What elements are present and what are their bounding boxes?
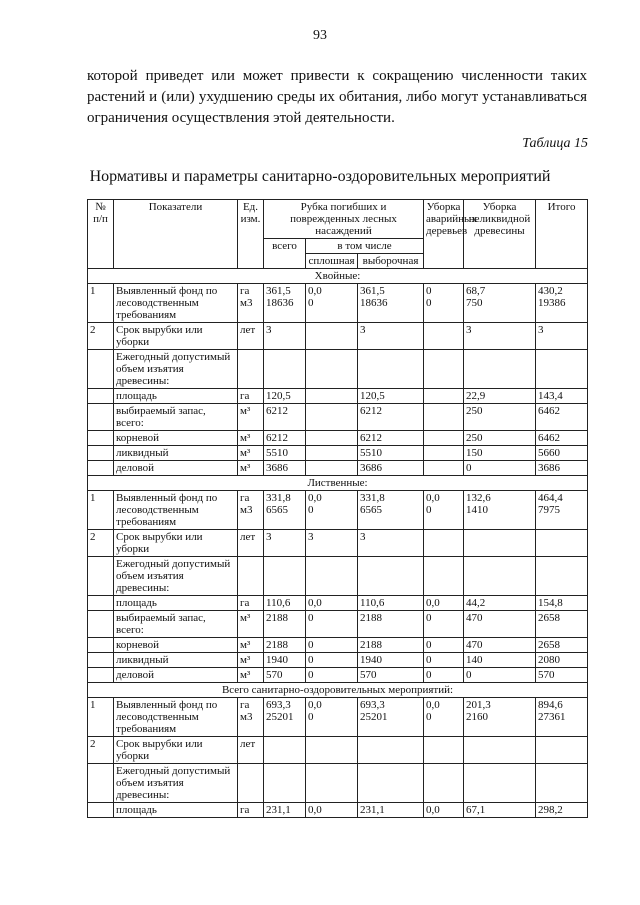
row-total bbox=[536, 557, 588, 596]
row-num: 2 bbox=[88, 530, 114, 557]
row-selective bbox=[358, 737, 424, 764]
row-emergency bbox=[424, 530, 464, 557]
row-indicator: Ежегодный допустимый объем изъятия древесины: bbox=[114, 557, 238, 596]
row-num bbox=[88, 803, 114, 818]
row-total: 430,2 19386 bbox=[536, 284, 588, 323]
row-total-felling: 2188 bbox=[264, 638, 306, 653]
row-indicator: выбираемый запас, всего: bbox=[114, 611, 238, 638]
row-selective: 110,6 bbox=[358, 596, 424, 611]
row-illiquid: 140 bbox=[464, 653, 536, 668]
row-unit: м³ bbox=[238, 446, 264, 461]
row-clear: 0,0 0 bbox=[306, 491, 358, 530]
table-number: Таблица 15 bbox=[522, 136, 588, 151]
section-header-row bbox=[88, 683, 588, 698]
row-emergency bbox=[424, 737, 464, 764]
row-total-felling: 2188 bbox=[264, 611, 306, 638]
row-illiquid bbox=[464, 530, 536, 557]
row-indicator: ликвидный bbox=[114, 653, 238, 668]
row-emergency: 0 bbox=[424, 611, 464, 638]
row-total-felling: 5510 bbox=[264, 446, 306, 461]
row-indicator: Выявленный фонд по лесоводственным требованиям bbox=[114, 491, 238, 530]
section-title: Хвойные: bbox=[88, 269, 588, 284]
row-num bbox=[88, 446, 114, 461]
row-clear: 3 bbox=[306, 530, 358, 557]
table-row bbox=[88, 404, 588, 431]
row-total-felling: 3 bbox=[264, 530, 306, 557]
row-total: 2080 bbox=[536, 653, 588, 668]
table-row bbox=[88, 461, 588, 476]
table-row bbox=[88, 350, 588, 389]
row-clear bbox=[306, 764, 358, 803]
row-total-felling: 120,5 bbox=[264, 389, 306, 404]
row-total-felling bbox=[264, 764, 306, 803]
row-illiquid bbox=[464, 737, 536, 764]
row-num: 1 bbox=[88, 284, 114, 323]
row-unit: м³ bbox=[238, 404, 264, 431]
table-row bbox=[88, 431, 588, 446]
row-selective: 1940 bbox=[358, 653, 424, 668]
row-indicator: Срок вырубки или уборки bbox=[114, 530, 238, 557]
row-clear bbox=[306, 404, 358, 431]
row-unit: лет bbox=[238, 323, 264, 350]
row-unit: м³ bbox=[238, 668, 264, 683]
table-row bbox=[88, 491, 588, 530]
table-title: Нормативы и параметры санитарно-оздоровительных мероприятий bbox=[89, 168, 551, 185]
row-emergency: 0 0 bbox=[424, 284, 464, 323]
row-selective: 3686 bbox=[358, 461, 424, 476]
table-row bbox=[88, 323, 588, 350]
row-total-felling bbox=[264, 557, 306, 596]
row-total: 894,6 27361 bbox=[536, 698, 588, 737]
row-num: 1 bbox=[88, 491, 114, 530]
row-total-felling: 693,3 25201 bbox=[264, 698, 306, 737]
row-indicator: Выявленный фонд по лесоводственным требованиям bbox=[114, 698, 238, 737]
row-clear bbox=[306, 389, 358, 404]
row-illiquid: 22,9 bbox=[464, 389, 536, 404]
row-num bbox=[88, 611, 114, 638]
table-body bbox=[88, 269, 588, 818]
header-unit: Ед. изм. bbox=[238, 200, 264, 269]
row-emergency bbox=[424, 461, 464, 476]
table-row bbox=[88, 446, 588, 461]
row-unit: га м3 bbox=[238, 491, 264, 530]
header-num: № п/п bbox=[88, 200, 114, 269]
table-row bbox=[88, 638, 588, 653]
row-illiquid: 150 bbox=[464, 446, 536, 461]
row-total: 2658 bbox=[536, 611, 588, 638]
row-total-felling: 231,1 bbox=[264, 803, 306, 818]
row-emergency bbox=[424, 323, 464, 350]
row-indicator: корневой bbox=[114, 431, 238, 446]
header-total: Итого bbox=[536, 200, 588, 269]
row-total-felling: 361,5 18636 bbox=[264, 284, 306, 323]
row-illiquid bbox=[464, 557, 536, 596]
row-total: 143,4 bbox=[536, 389, 588, 404]
header-clear: сплошная bbox=[306, 254, 358, 269]
row-selective: 2188 bbox=[358, 611, 424, 638]
section-title: Лиственные: bbox=[88, 476, 588, 491]
row-num bbox=[88, 557, 114, 596]
row-emergency: 0 bbox=[424, 638, 464, 653]
table-row bbox=[88, 803, 588, 818]
row-total-felling bbox=[264, 350, 306, 389]
row-selective: 231,1 bbox=[358, 803, 424, 818]
row-indicator: выбираемый запас, всего: bbox=[114, 404, 238, 431]
row-indicator: корневой bbox=[114, 638, 238, 653]
row-illiquid: 250 bbox=[464, 431, 536, 446]
row-unit: м³ bbox=[238, 611, 264, 638]
row-unit: га bbox=[238, 803, 264, 818]
row-indicator: площадь bbox=[114, 803, 238, 818]
row-selective: 570 bbox=[358, 668, 424, 683]
row-total bbox=[536, 530, 588, 557]
row-total-felling: 6212 bbox=[264, 404, 306, 431]
intro-text: которой приведет или может привести к сокращению численности таких растений и (или) ухудшению среды их обитания, либо могут устанавливаться ограничения осуществления этой деятельности. bbox=[87, 68, 587, 126]
row-selective: 361,5 18636 bbox=[358, 284, 424, 323]
row-illiquid bbox=[464, 350, 536, 389]
row-num: 2 bbox=[88, 737, 114, 764]
table-row bbox=[88, 557, 588, 596]
row-selective: 120,5 bbox=[358, 389, 424, 404]
standards-table bbox=[87, 199, 588, 818]
table-row bbox=[88, 698, 588, 737]
row-num bbox=[88, 461, 114, 476]
row-clear: 0 bbox=[306, 668, 358, 683]
row-illiquid: 44,2 bbox=[464, 596, 536, 611]
row-total bbox=[536, 764, 588, 803]
section-title: Всего санитарно-оздоровительных мероприятий: bbox=[88, 683, 588, 698]
row-indicator: площадь bbox=[114, 596, 238, 611]
row-unit: м³ bbox=[238, 638, 264, 653]
row-illiquid: 201,3 2160 bbox=[464, 698, 536, 737]
row-emergency: 0,0 bbox=[424, 596, 464, 611]
page-number: 93 bbox=[313, 28, 327, 43]
header-emergency: Уборка аварийных деревьев bbox=[424, 200, 464, 269]
row-emergency bbox=[424, 446, 464, 461]
row-emergency bbox=[424, 350, 464, 389]
row-indicator: Срок вырубки или уборки bbox=[114, 737, 238, 764]
row-selective: 6212 bbox=[358, 431, 424, 446]
section-header-row bbox=[88, 269, 588, 284]
row-illiquid: 3 bbox=[464, 323, 536, 350]
table-row bbox=[88, 737, 588, 764]
row-unit: га bbox=[238, 596, 264, 611]
table-row bbox=[88, 530, 588, 557]
row-total: 3686 bbox=[536, 461, 588, 476]
row-illiquid bbox=[464, 764, 536, 803]
row-indicator: Срок вырубки или уборки bbox=[114, 323, 238, 350]
row-clear bbox=[306, 446, 358, 461]
row-total bbox=[536, 737, 588, 764]
row-total: 2658 bbox=[536, 638, 588, 653]
row-indicator: ликвидный bbox=[114, 446, 238, 461]
header-total-felling: всего bbox=[264, 239, 306, 269]
row-num bbox=[88, 638, 114, 653]
row-emergency: 0 bbox=[424, 653, 464, 668]
row-num bbox=[88, 431, 114, 446]
row-clear: 0,0 bbox=[306, 803, 358, 818]
table-row bbox=[88, 653, 588, 668]
row-unit: га bbox=[238, 389, 264, 404]
row-total-felling: 110,6 bbox=[264, 596, 306, 611]
row-selective bbox=[358, 764, 424, 803]
row-selective: 3 bbox=[358, 323, 424, 350]
row-emergency: 0,0 0 bbox=[424, 491, 464, 530]
row-total-felling: 331,8 6565 bbox=[264, 491, 306, 530]
row-selective: 6212 bbox=[358, 404, 424, 431]
row-clear: 0 bbox=[306, 653, 358, 668]
row-total-felling: 1940 bbox=[264, 653, 306, 668]
row-illiquid: 0 bbox=[464, 461, 536, 476]
row-num bbox=[88, 668, 114, 683]
row-num bbox=[88, 350, 114, 389]
table-row bbox=[88, 284, 588, 323]
row-total-felling bbox=[264, 737, 306, 764]
row-num bbox=[88, 653, 114, 668]
table-row bbox=[88, 596, 588, 611]
row-num: 1 bbox=[88, 698, 114, 737]
row-num: 2 bbox=[88, 323, 114, 350]
row-total-felling: 570 bbox=[264, 668, 306, 683]
row-illiquid: 470 bbox=[464, 611, 536, 638]
row-illiquid: 67,1 bbox=[464, 803, 536, 818]
row-unit bbox=[238, 557, 264, 596]
row-clear: 0,0 0 bbox=[306, 284, 358, 323]
table-row bbox=[88, 611, 588, 638]
header-selective: выборочная bbox=[358, 254, 424, 269]
section-header-row bbox=[88, 476, 588, 491]
row-selective bbox=[358, 350, 424, 389]
row-unit: га м3 bbox=[238, 284, 264, 323]
row-total: 464,4 7975 bbox=[536, 491, 588, 530]
row-unit: лет bbox=[238, 530, 264, 557]
header-indicator: Показатели bbox=[114, 200, 238, 269]
row-clear bbox=[306, 461, 358, 476]
table-row bbox=[88, 389, 588, 404]
row-total-felling: 3 bbox=[264, 323, 306, 350]
row-total: 3 bbox=[536, 323, 588, 350]
header-including: в том числе bbox=[306, 239, 424, 254]
row-indicator: деловой bbox=[114, 461, 238, 476]
row-selective bbox=[358, 557, 424, 596]
row-emergency bbox=[424, 389, 464, 404]
row-total: 154,8 bbox=[536, 596, 588, 611]
row-indicator: Выявленный фонд по лесоводственным требованиям bbox=[114, 284, 238, 323]
row-unit: лет bbox=[238, 737, 264, 764]
header-felling: Рубка погибших и поврежденных лесных насаждений bbox=[264, 200, 424, 239]
row-num bbox=[88, 764, 114, 803]
row-emergency bbox=[424, 431, 464, 446]
row-illiquid: 0 bbox=[464, 668, 536, 683]
row-unit bbox=[238, 350, 264, 389]
row-clear: 0,0 bbox=[306, 596, 358, 611]
table-row bbox=[88, 764, 588, 803]
row-clear bbox=[306, 431, 358, 446]
table-header bbox=[88, 200, 588, 269]
row-clear: 0 bbox=[306, 638, 358, 653]
row-total-felling: 6212 bbox=[264, 431, 306, 446]
row-total: 6462 bbox=[536, 404, 588, 431]
row-emergency: 0,0 bbox=[424, 803, 464, 818]
row-illiquid: 250 bbox=[464, 404, 536, 431]
row-emergency: 0 bbox=[424, 668, 464, 683]
row-unit: га м3 bbox=[238, 698, 264, 737]
row-indicator: площадь bbox=[114, 389, 238, 404]
row-illiquid: 132,6 1410 bbox=[464, 491, 536, 530]
row-selective: 3 bbox=[358, 530, 424, 557]
row-num bbox=[88, 389, 114, 404]
row-clear bbox=[306, 557, 358, 596]
row-indicator: Ежегодный допустимый объем изъятия древесины: bbox=[114, 350, 238, 389]
row-unit: м³ bbox=[238, 653, 264, 668]
row-unit: м³ bbox=[238, 461, 264, 476]
row-total-felling: 3686 bbox=[264, 461, 306, 476]
row-emergency bbox=[424, 764, 464, 803]
row-total: 298,2 bbox=[536, 803, 588, 818]
row-illiquid: 470 bbox=[464, 638, 536, 653]
row-unit: м³ bbox=[238, 431, 264, 446]
row-selective: 331,8 6565 bbox=[358, 491, 424, 530]
row-total: 6462 bbox=[536, 431, 588, 446]
row-clear: 0 bbox=[306, 611, 358, 638]
row-emergency: 0,0 0 bbox=[424, 698, 464, 737]
row-num bbox=[88, 404, 114, 431]
row-illiquid: 68,7 750 bbox=[464, 284, 536, 323]
table-row bbox=[88, 668, 588, 683]
intro-paragraph bbox=[87, 66, 587, 129]
row-clear bbox=[306, 737, 358, 764]
row-indicator: Ежегодный допустимый объем изъятия древесины: bbox=[114, 764, 238, 803]
row-emergency bbox=[424, 557, 464, 596]
row-total bbox=[536, 350, 588, 389]
row-total: 5660 bbox=[536, 446, 588, 461]
row-clear: 0,0 0 bbox=[306, 698, 358, 737]
row-selective: 2188 bbox=[358, 638, 424, 653]
row-clear bbox=[306, 323, 358, 350]
row-selective: 5510 bbox=[358, 446, 424, 461]
row-total: 570 bbox=[536, 668, 588, 683]
header-illiquid: Уборка неликвидной древесины bbox=[464, 200, 536, 269]
row-unit bbox=[238, 764, 264, 803]
row-emergency bbox=[424, 404, 464, 431]
row-num bbox=[88, 596, 114, 611]
row-clear bbox=[306, 350, 358, 389]
row-selective: 693,3 25201 bbox=[358, 698, 424, 737]
row-indicator: деловой bbox=[114, 668, 238, 683]
